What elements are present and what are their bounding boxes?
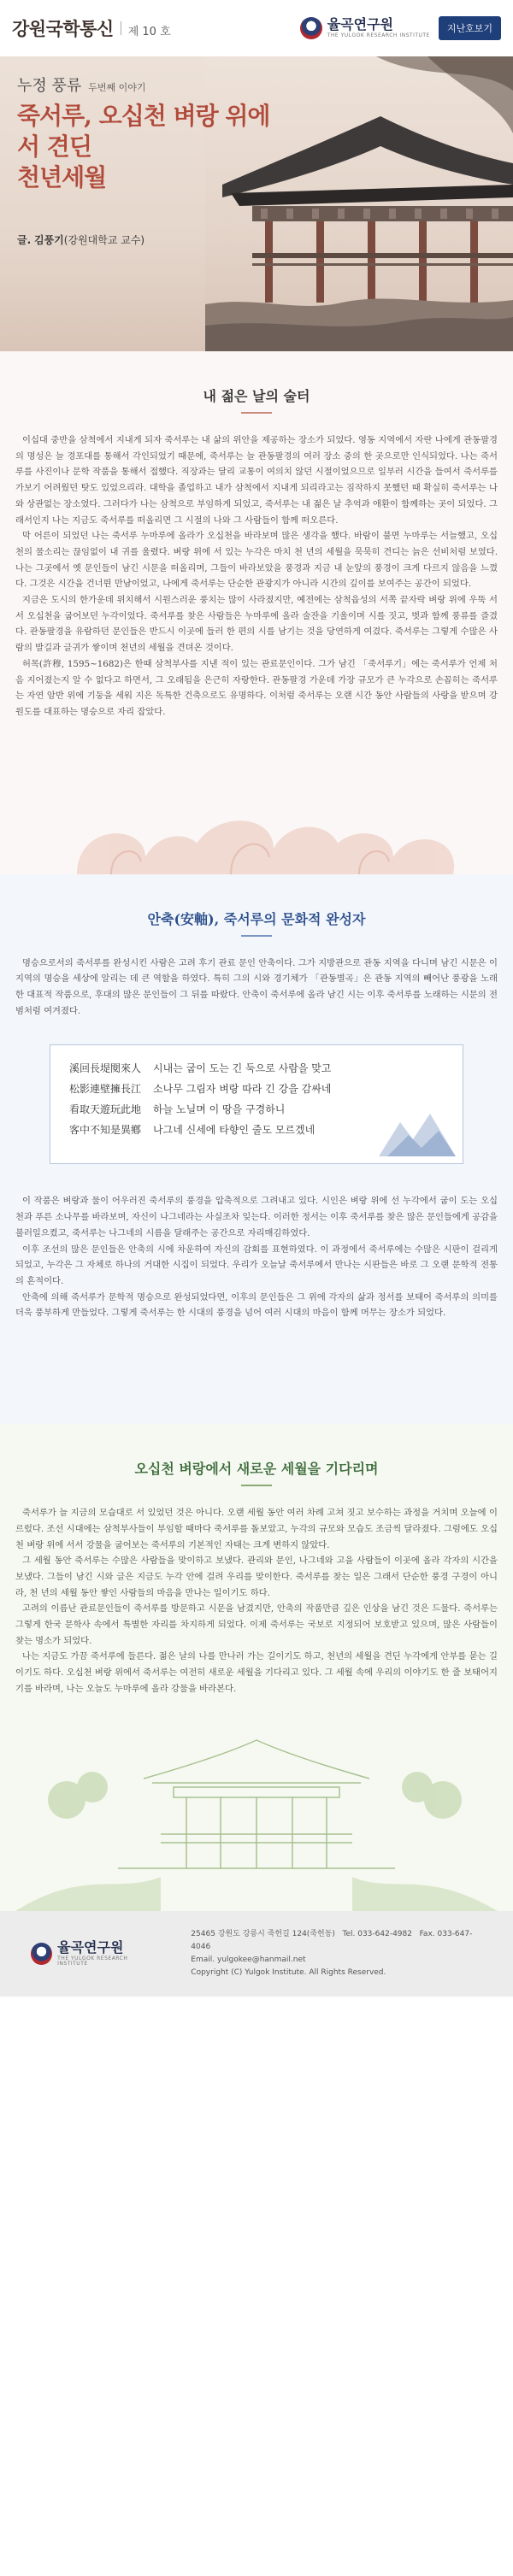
section-2-paragraph: 이후 조선의 많은 문인들은 안축의 시에 차운하여 자신의 감회를 표현하였다. 이 과정에서 죽서루에는 수많은 시판이 걸리게 되었고, 누각은 그 자체로 하나의 거대한 시집이 되었다. 우리가 오늘날 죽서루에서 만나는 시판들은 바로 그 오랜 문학적 전통의 흔적이다. xyxy=(15,1244,498,1286)
poem-translation-line: 하늘 노닐며 이 땅을 구경하니 xyxy=(153,1103,286,1116)
section-2-spacer xyxy=(15,1321,498,1424)
section-2-rule xyxy=(241,935,272,937)
headline-line-2: 천년세월 xyxy=(17,163,107,191)
issue-number: 제 10 호 xyxy=(127,26,171,38)
article-byline xyxy=(17,232,274,247)
poem-translation-line: 소나무 그림자 벼랑 따라 긴 강을 감싸네 xyxy=(153,1083,332,1096)
pavilion-line-illustration xyxy=(15,1697,498,1911)
section-3-title: 오십천 벼랑에서 새로운 세월을 기다리며 xyxy=(134,1461,379,1478)
institute-name-en: THE YULGOK RESEARCH INSTITUTE xyxy=(327,32,430,38)
section-2-paragraph: 명승으로서의 죽서루를 완성시킨 사람은 고려 후기 관료 문인 안축이다. 그가 지방관으로 관동 지역을 다니며 남긴 시문은 이 지역의 명승을 세상에 알리는 데 큰 역할을 하였다. 특히 그의 시와 경기체가 「관동별곡」은 관동 지역의 빼어난 풍광을 노래한 대표적 작품으로, 후대의 많은 문인들이 그 뒤를 따랐다. 안축이 죽서루에 올라 남긴 시는 이후 죽서루를 노래하는 시문의 전범처럼 여겨졌다. xyxy=(15,957,498,1016)
section-3-paragraph: 나는 지금도 가끔 죽서루에 들른다. 젊은 날의 나를 만나러 가는 길이기도 하고, 천년의 세월을 견딘 누각에게 안부를 묻는 길이기도 하다. 오십천 벼랑 위에서 죽서루는 여전히 새로운 세월을 기다리고 있다. 그 세월 속에 우리의 이야기도 한 줄 보태어지기를 바라며, 나는 오늘도 누마루에 올라 강물을 바라본다. xyxy=(15,1651,498,1694)
newsletter-title: 강원국학통신 xyxy=(12,18,114,39)
footer-copyright: Copyright (C) Yulgok Institute. All Rights Reserved. xyxy=(191,1967,386,1977)
poem-hanja xyxy=(69,1061,141,1148)
section-3-rule xyxy=(241,1485,272,1486)
poem-hanja-line: 松影連壁擁長江 xyxy=(69,1083,142,1096)
article-headline xyxy=(17,101,274,193)
section-1-paragraph: 막 어른이 되었던 나는 죽서루 누마루에 올라가 오십천을 바라보며 많은 생각을 했다. 바람이 불면 누마루는 서늘했고, 오십천의 물소리는 끊임없이 내 귀를 울렸다. 벼랑 위에 서 있는 누각은 마치 천 년의 세월을 묵묵히 견디는 늙은 선비처럼 보였다. 나는 그곳에서 옛 문인들이 남긴 시문을 떠올리며, 그들이 바라보았을 풍경과 지금 내 눈앞의 풍경이 크게 다르지 않음을 느꼈다. 그것은 시간을 건너뛴 만남이었고, 나에게 죽서루는 단순한 관광지가 아니라 시간의 깊이를 보여주는 공간이 되었다. xyxy=(15,531,498,590)
poem-translation-line: 시내는 굽이 도는 긴 둑으로 사람을 맞고 xyxy=(153,1062,332,1075)
series-episode: 두번째 이야기 xyxy=(88,82,146,93)
poem-hanja-line: 客中不知是異鄕 xyxy=(69,1124,142,1137)
section-1-title: 내 젊은 날의 술터 xyxy=(203,388,310,404)
poem-hanja-line: 看取天遊玩此地 xyxy=(69,1103,142,1116)
footer-address: 25465 강원도 강릉시 죽헌길 124(죽헌동) xyxy=(191,1929,335,1938)
section-anchuk xyxy=(0,874,513,1424)
byline-label: 글. xyxy=(17,234,32,246)
mountain-ink-icon xyxy=(379,1105,456,1156)
section-1-decoration xyxy=(0,720,513,874)
footer-tel: Tel. 033-642-4982 xyxy=(342,1929,412,1938)
series-name: 누정 풍류 xyxy=(17,77,82,95)
footer-institute-name-en: THE YULGOK RESEARCH INSTITUTE xyxy=(57,1955,128,1967)
author-name: 김풍기 xyxy=(33,234,64,246)
newsletter-brand xyxy=(12,15,171,41)
footer-contact-info xyxy=(191,1928,482,1979)
section-1-paragraph: 이십대 중반을 삼척에서 지내게 되자 죽서루는 내 삶의 위안을 제공하는 장소가 되었다. 영동 지역에서 자란 나에게 관동팔경의 명성은 늘 경포대를 통해서 각인되었기 때문에, 죽서루는 늘 관동팔경의 여러 장소 중의 한 곳으로만 인식되었다. 나는 죽서루를 사진이나 문학 작품을 통해서 접했다. 직장과는 달리 교통이 여의치 않던 시절이었으므로 일부러 시간을 들여서 죽서루를 가보기 어려웠던 탓도 있었으리라. 대학을 졸업하고 내가 삼척에서 지내게 되리라고는 짐작하지 못했던 때 확실히 죽서루는 나와 상관없는 장소였다. 그러다가 나는 삼척으로 부임하게 되었고, 죽서루는 내 젊은 날 추억과 애환이 함께하는 곳이 되었다. 그래서인지 나는 지금도 죽서루를 떠올리면 그 시절의 나와 그 사람들이 함께 떠오른다. xyxy=(15,435,498,526)
institute-emblem-icon xyxy=(300,17,322,39)
footer-logo[interactable] xyxy=(31,1938,156,1967)
poem-translation-line: 나그네 신세에 타향인 줄도 모르겠네 xyxy=(153,1124,315,1137)
section-3-paragraph: 그 세월 동안 죽서루는 수많은 사람들을 맞이하고 보냈다. 관리와 문인, 나그네와 고을 사람들이 이곳에 올라 각자의 시간을 보냈다. 그들이 남긴 시와 글은 지금도 누각 안에 걸려 우리를 맞이한다. 죽서루를 찾는 일은 그래서 단순한 풍경 구경이 아니라, 천 년의 세월 동안 쌓인 사람들의 마음을 만나는 일이기도 하다. xyxy=(15,1556,498,1598)
section-2-paragraph: 이 작품은 벼랑과 물이 어우러진 죽서루의 풍경을 압축적으로 그려내고 있다. 시인은 벼랑 위에 선 누각에서 굽이 도는 오십천과 푸른 소나무를 바라보며, 자신이 나그네라는 사실조차 잊는다. 이러한 정서는 이후 죽서루를 찾은 많은 문인들에게 공감을 불러일으켰고, 죽서루는 나그네의 시름을 달래주는 공간으로 자리매김하였다. xyxy=(15,1196,498,1238)
author-affiliation: (강원대학교 교수) xyxy=(63,234,145,246)
prev-issues-button[interactable]: 지난호보기 xyxy=(439,16,501,40)
poem-translation xyxy=(153,1061,331,1148)
poem-hanja-line: 溪回長堤閱來人 xyxy=(69,1062,142,1075)
footer-institute-name: 율곡연구원 xyxy=(57,1938,124,1956)
section-2-title: 안축(安軸), 죽서루의 문화적 완성자 xyxy=(147,910,366,927)
headline-line-1: 죽서루, 오십천 벼랑 위에서 견딘 xyxy=(17,102,270,161)
poem-card xyxy=(50,1044,463,1164)
section-3-paragraph: 고려의 이름난 관료문인들이 죽서루를 방문하고 시문을 남겼지만, 안축의 작품만큼 깊은 인상을 남긴 것은 드물다. 죽서루는 그렇게 한국 문학사 속에서 특별한 자리를 차지하게 되었다. 이제 죽서루는 국보로 지정되어 보호받고 있으며, 많은 사람들이 찾는 명소가 되었다. xyxy=(15,1603,498,1646)
section-youth-memories xyxy=(0,351,513,720)
section-3-paragraph: 죽서루가 늘 지금의 모습대로 서 있었던 것은 아니다. 오랜 세월 동안 여러 차례 고쳐 짓고 보수하는 과정을 거치며 오늘에 이르렀다. 조선 시대에는 삼척부사들이 부임할 때마다 죽서루를 돌보았고, 누각의 규모와 모습도 조금씩 달라졌다. 그럼에도 오십천 벼랑 위에 서서 강물을 굽어보는 죽서루의 기본적인 자태는 크게 변하지 않았다. xyxy=(15,1508,498,1550)
institute-emblem-icon xyxy=(31,1943,52,1965)
section-1-paragraph: 허목(許穆, 1595~1682)은 한때 삼척부사를 지낸 적이 있는 관료문인이다. 그가 남긴 「죽서루기」에는 죽서루가 언제 처음 지어졌는지 알 수 없다고 하면서, 그 오래됨을 은근히 자랑한다. 관동팔경 가운데 가장 규모가 큰 누각으로 손꼽히는 죽서루는 자연 암반 위에 기둥을 세워 지은 독특한 건축으로도 유명하다. 이처럼 죽서루는 오랜 시간 동안 사람들의 사랑을 받으며 강원도를 대표하는 명승으로 자리 잡았다. xyxy=(15,658,498,717)
footer-email[interactable]: Email. yulgokee@hanmail.net xyxy=(191,1955,306,1964)
institute-name: 율곡연구원 xyxy=(327,16,393,32)
section-2-paragraph: 안축에 의해 죽서루가 문학적 명승으로 완성되었다면, 이후의 문인들은 그 위에 각자의 삶과 정서를 보태어 죽서루의 의미를 더욱 풍부하게 만들었다. 그렇게 죽서루는 한 시대의 풍경을 넘어 여러 시대의 마음이 함께 머무는 장소가 되었다. xyxy=(15,1291,498,1319)
section-3-decoration xyxy=(15,1697,498,1911)
section-1-rule xyxy=(241,412,272,414)
footer-fax: Fax. 033-647-4046 xyxy=(191,1929,473,1951)
section-new-era xyxy=(0,1424,513,1910)
newsletter-header xyxy=(0,0,513,56)
page-footer xyxy=(0,1911,513,1997)
institute-logo[interactable] xyxy=(300,17,430,39)
cloud-pattern-decoration xyxy=(0,720,513,874)
section-1-paragraph: 지금은 도시의 한가운데 위치해서 시원스러운 풍치는 많이 사라졌지만, 예전에는 삼척읍성의 서쪽 끝자락 벼랑 위에 우뚝 서서 오십천을 굽어보던 누각이었다. 죽서루를 찾은 사람들은 누마루에 올라 술잔을 기울이며 시를 짓고, 벗과 함께 풍류를 즐겼다. 관동팔경을 유람하던 문인들은 반드시 이곳에 들러 한 편의 시를 남기는 것을 당연하게 여겼다. 죽서루는 그렇게 수많은 사람의 발길과 글귀가 쌓이며 천년의 세월을 견뎌온 것이다. xyxy=(15,595,498,654)
hero-banner xyxy=(0,56,513,351)
